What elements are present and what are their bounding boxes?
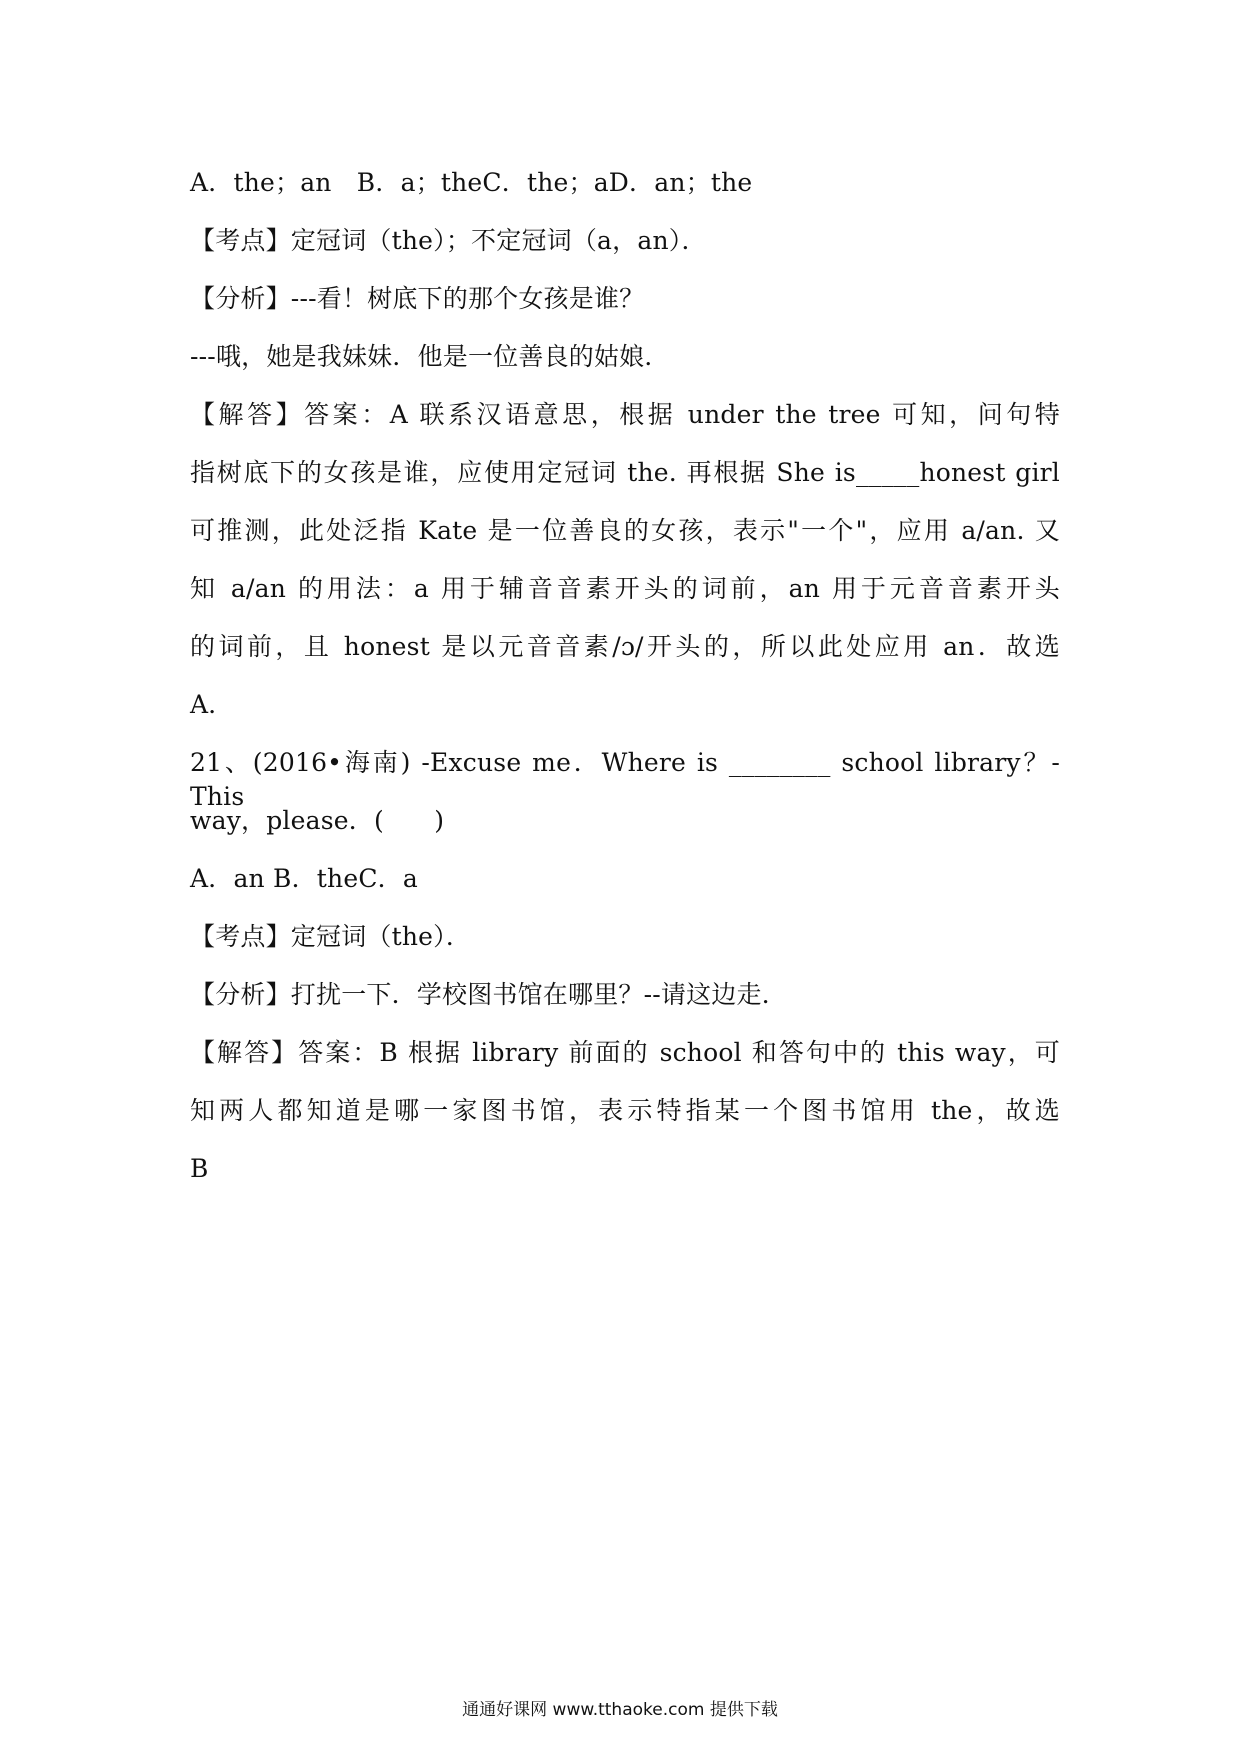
jieda-line-3-q20: 可推测，此处泛指 Kate 是一位善良的女孩，表示"一个"，应用 a/an. 又 xyxy=(190,516,1060,545)
jieda-line-2-q21: 知两人都知道是哪一家图书馆，表示特指某一个图书馆用 the，故选 xyxy=(190,1096,1060,1125)
options-line-q20: A．the；an B．a；theC．the；aD．an；the xyxy=(190,168,753,197)
jieda-line-2-q20: 指树底下的女孩是谁，应使用定冠词 the. 再根据 She is_____honest girl xyxy=(190,458,1060,487)
jieda-line-6-q20: A． xyxy=(190,690,234,719)
jieda-line-1-q20: 【解答】答案：A 联系汉语意思，根据 under the tree 可知，问句特 xyxy=(190,400,1060,429)
options-line-q21: A．an B．theC．a xyxy=(190,864,418,893)
page-footer: 通通好课网 www.tthaoke.com 提供下载 xyxy=(462,1700,778,1720)
fenxi-line-q20: 【分析】---看！树底下的那个女孩是谁？ xyxy=(190,284,645,313)
question-21-line-2: way，please．( ) xyxy=(190,806,445,835)
jieda-line-4-q20: 知 a/an 的用法：a 用于辅音音素开头的词前，an 用于元音音素开头 xyxy=(190,574,1060,603)
jieda-line-3-q21: B xyxy=(190,1154,209,1183)
fenxi-continued-line-q20: ---哦，她是我妹妹．他是一位善良的姑娘． xyxy=(190,342,670,371)
jieda-line-1-q21: 【解答】答案：B 根据 library 前面的 school 和答句中的 this way，可 xyxy=(190,1038,1060,1067)
kaodian-line-q20: 【考点】定冠词（the）；不定冠词（a，an）． xyxy=(190,226,707,255)
fenxi-line-q21: 【分析】打扰一下．学校图书馆在哪里？--请这边走． xyxy=(190,980,787,1009)
question-21-line-1: 21、(2016•海南) -Excuse me．Where is ________ school library？-This xyxy=(190,748,1060,811)
kaodian-line-q21: 【考点】定冠词（the）． xyxy=(190,922,472,951)
jieda-line-5-q20: 的词前，且 honest 是以元音音素/ɔ/开头的，所以此处应用 an．故选 xyxy=(190,632,1060,661)
